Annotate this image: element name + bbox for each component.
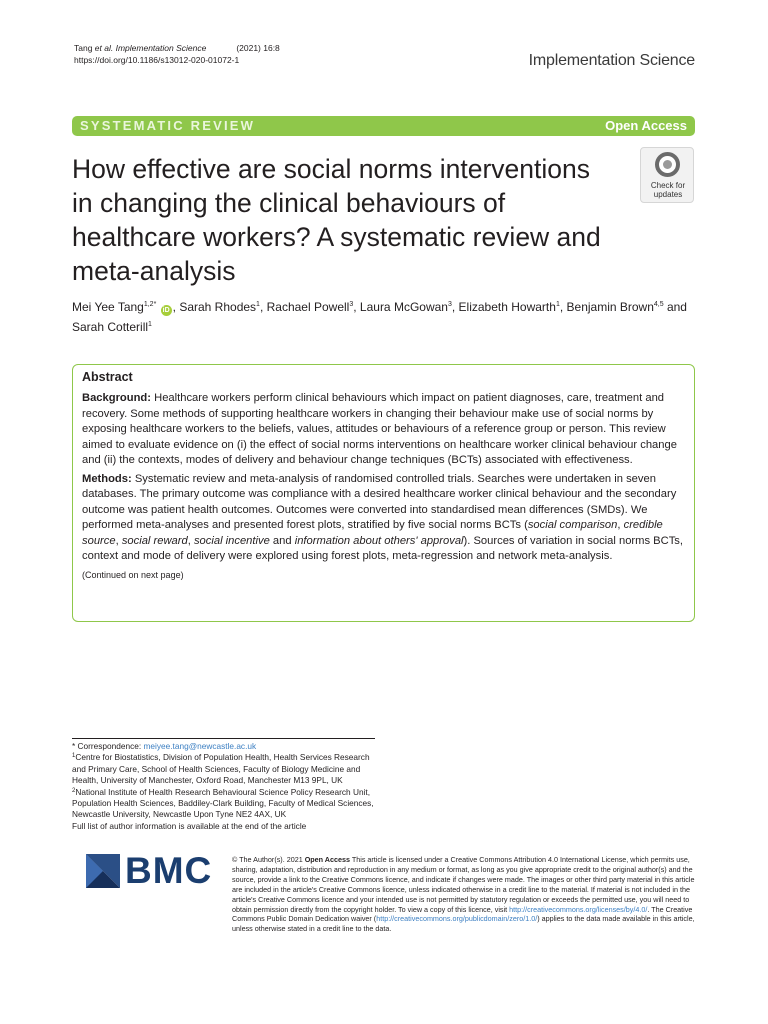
citation-line xyxy=(74,42,280,54)
background-text: Healthcare workers perform clinical behaviours which impact on patient diagnoses, care, treatment and recovery. Some methods of supporting healthcare workers in changing their behaviour make use of social norms by exposing healthcare workers to the beliefs, values, attitudes or behaviours of a reference group or person. This review aimed to evaluate evidence on (i) the effect of social norms interventions on healthcare worker clinical behaviour change and (ii) the contexts, modes of delivery and behaviour change techniques (BCTs) associated with effectiveness. xyxy=(82,392,677,466)
author-affiliation-sup: 1 xyxy=(256,301,260,308)
author-affiliation-sup: 3 xyxy=(349,301,354,308)
author-affiliation-sup: 4,5 xyxy=(653,301,664,308)
doi-link[interactable]: https://doi.org/10.1186/s13012-020-01072-1 xyxy=(74,55,240,65)
license-body: This article is licensed under a Creative Commons Attribution 4.0 International License, which permits use, sharing, adaptation, distribution and reproduction in any medium or format, as long as you give appropriate credit to the original author(s) and the source, provide a link to the Creative Commons licence, and indicate if changes were made. The images or other third party material in this article are included in the article's Creative Commons licence, unless indicated otherwise in a credit line to the material. If material is not included in the article's Creative Commons licence and your intended use is not permitted by statutory regulation or exceeds the permitted use, you will need to obtain permission directly from the copyright holder. To view a copy of this licence, visit xyxy=(232,855,695,914)
bct-term: credible source xyxy=(82,519,663,547)
affiliation-1 xyxy=(72,752,382,786)
bmc-logo-text: BMC xyxy=(125,850,213,891)
background-label: Background: xyxy=(82,392,151,404)
cc-by-link[interactable]: http://creativecommons.org/licenses/by/4.0/ xyxy=(509,904,648,914)
copyright-prefix: © The Author(s). 2021 xyxy=(232,855,305,864)
article-type-band xyxy=(72,116,695,136)
correspondence xyxy=(72,741,382,752)
bmc-logo-mark xyxy=(86,854,120,888)
methods-label: Methods: xyxy=(82,472,132,485)
separator: , xyxy=(115,534,122,547)
methods-text: Systematic review and meta-analysis of randomised controlled trials. Searches were undertaken in seven databases. The primary outcome was compliance with a desired healthcare worker clinical behaviour and the secondary outcome was patient health outcomes. Outcomes were converted into standardised mean differences (SMDs). We performed meta-analyses and presented forest plots, stratified by five social norms BCTs ( xyxy=(82,472,677,531)
open-access-label: Open Access xyxy=(605,118,687,133)
author-name: , Elizabeth Howarth xyxy=(451,300,556,314)
citation-header xyxy=(74,42,280,66)
footnote-divider xyxy=(72,738,375,739)
author-affiliation-sup: 1,2* xyxy=(143,301,157,308)
citation-authors: Tang xyxy=(74,43,95,53)
methods-text: ). Sources of variation in social norms BCTs, context and mode of delivery were explored using forest plots, meta-regression and network meta-analysis. xyxy=(82,534,684,562)
bct-term: social comparison xyxy=(527,519,618,531)
article-title: How effective are social norms interventions in changing the clinical behaviours of healthcare workers? A systematic review and meta-analysis xyxy=(72,154,601,286)
separator: , xyxy=(187,534,194,547)
abstract-heading: Abstract xyxy=(82,370,133,384)
correspondence-email-link[interactable]: meiyee.tang@newcastle.ac.uk xyxy=(143,741,257,751)
affiliation-text: Centre for Biostatistics, Division of Population Health, Health Services Research and Primary Care, School of Health Sciences, Faculty of Biology Medicine and Health, University of Manchester, Oxford Road, Manchester M13 9PL, UK xyxy=(72,752,370,786)
check-for-updates-button[interactable] xyxy=(640,147,694,203)
author-affiliation-sup: 1 xyxy=(555,301,560,308)
license-text xyxy=(232,855,697,934)
license-open-access: Open Access xyxy=(304,855,350,864)
affiliation-sup: 2 xyxy=(72,787,76,794)
author-affiliation-sup: 1 xyxy=(148,321,152,328)
check-for-updates-line2: updates xyxy=(653,190,683,199)
affiliation-sup: 1 xyxy=(72,753,76,760)
author-name: Mei Yee Tang xyxy=(72,300,144,314)
affiliation-2 xyxy=(72,787,382,821)
citation-etal: et al. xyxy=(94,43,114,53)
footnotes xyxy=(72,741,382,832)
bct-term: information about others' approval xyxy=(294,534,464,547)
license-body: ) applies to the data made available in this article, unless otherwise stated in a credit line to the data. xyxy=(232,914,695,934)
author-name: , Laura McGowan xyxy=(353,300,448,314)
journal-name: Implementation Science xyxy=(528,52,695,69)
author-name: , Rachael Powell xyxy=(259,300,350,314)
author-list xyxy=(72,297,697,337)
author-name: , Sarah Rhodes xyxy=(172,300,257,314)
check-for-updates-icon xyxy=(655,152,680,177)
bmc-logo xyxy=(86,850,216,891)
license-body: . The Creative Commons Public Domain Dedication waiver ( xyxy=(232,904,693,924)
abstract-box xyxy=(72,364,695,622)
author-info-note: Full list of author information is available at the end of the article xyxy=(72,820,307,831)
abstract-background xyxy=(82,391,685,469)
check-for-updates-line1: Check for xyxy=(650,181,686,190)
check-for-updates-label xyxy=(641,181,695,199)
continued-note: (Continued on next page) xyxy=(82,569,184,580)
affiliation-text: National Institute of Health Research Behavioural Science Policy Research Unit, Population Health Sciences, Baddiley-Clark Building, Faculty of Medical Sciences, Newcastle University, Newcastle Upon Tyne NE2 4AX, UK xyxy=(72,786,374,820)
article-type-label: SYSTEMATIC REVIEW xyxy=(80,118,256,133)
bct-term: social reward xyxy=(121,534,188,547)
correspondence-label: * Correspondence: xyxy=(72,741,144,751)
bct-term: social incentive xyxy=(193,534,270,547)
separator: and xyxy=(269,534,295,547)
citation-journal: Implementation Science xyxy=(113,43,207,53)
orcid-icon[interactable]: iD xyxy=(162,307,170,314)
separator: , xyxy=(617,519,624,531)
cc-zero-link[interactable]: http://creativecommons.org/publicdomain/zero/1.0/ xyxy=(376,914,538,924)
citation-year: (2021) 16:8 xyxy=(236,43,280,53)
author-affiliation-sup: 3 xyxy=(447,301,452,308)
abstract-methods xyxy=(82,472,685,565)
author-name: , Benjamin Brown xyxy=(559,300,654,314)
author-name: and Sarah Cotterill xyxy=(72,300,687,334)
